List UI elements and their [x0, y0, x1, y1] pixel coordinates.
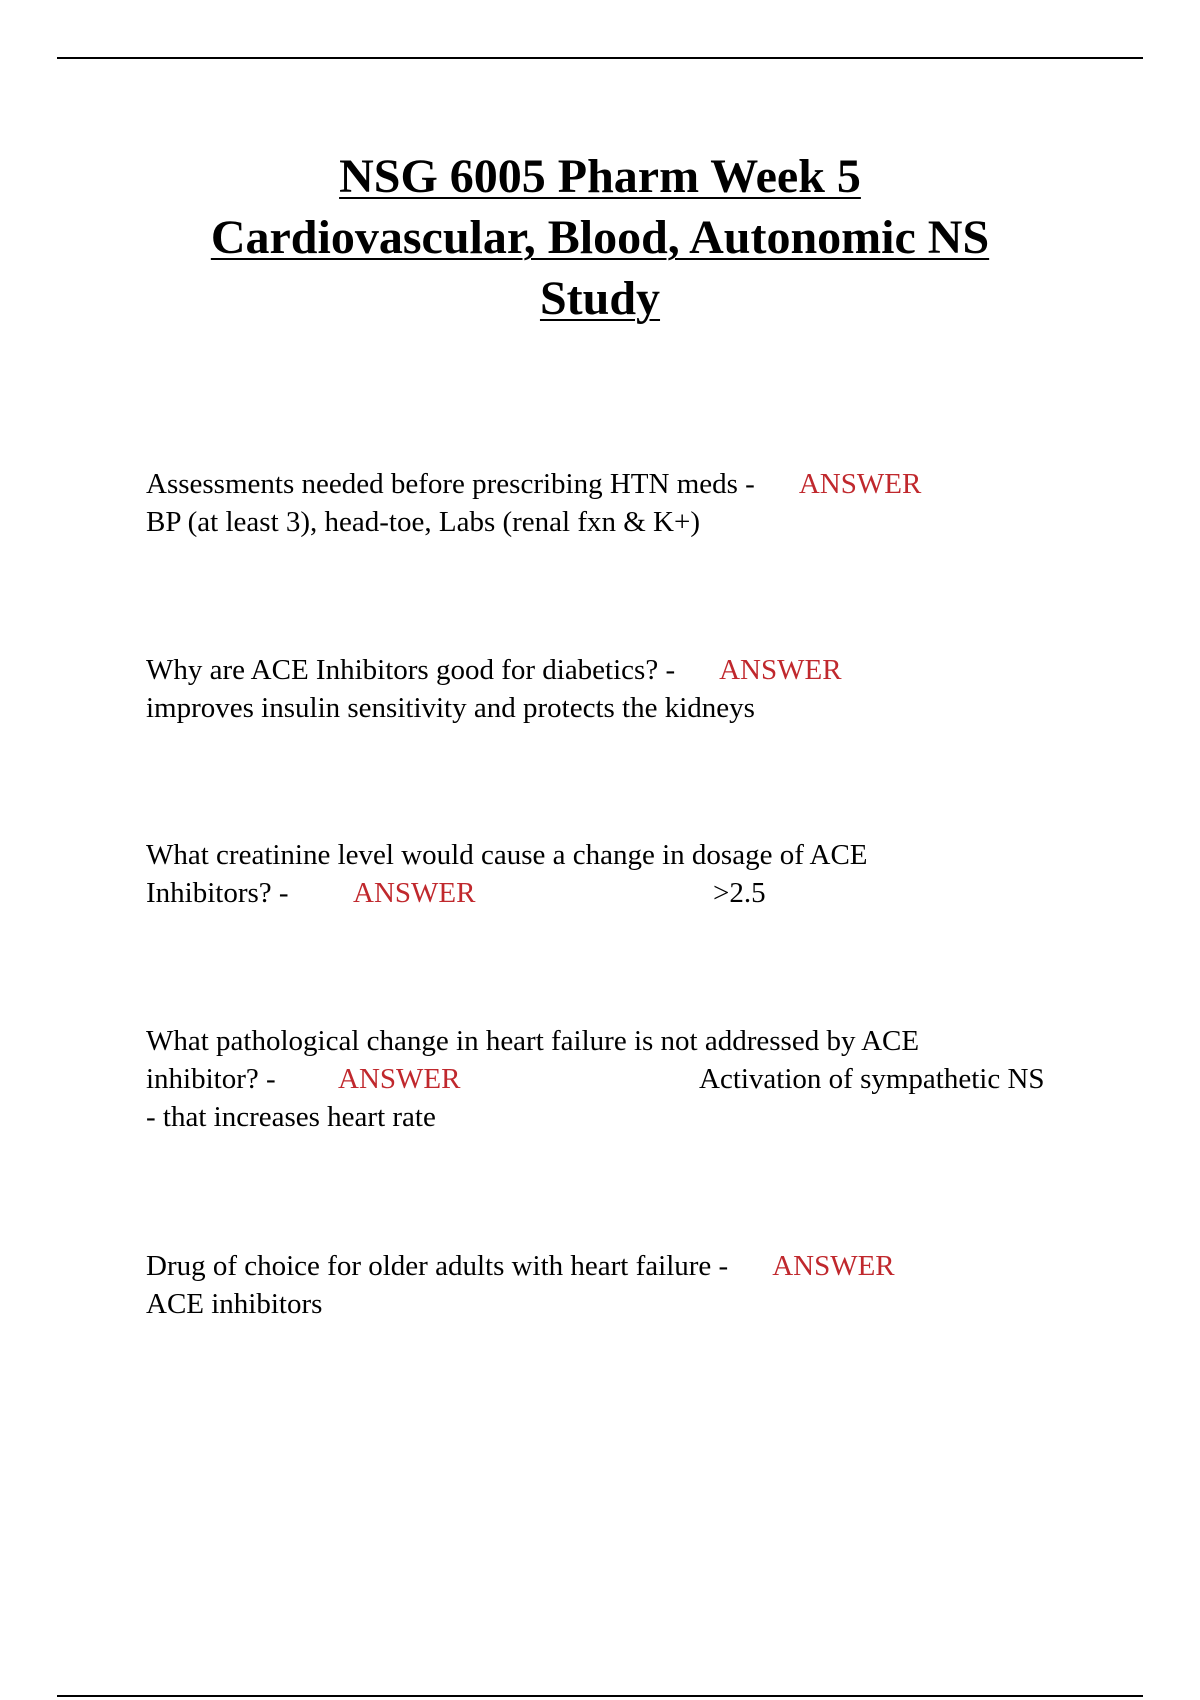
document-title [100, 146, 1100, 329]
qa-item-5-question-line [146, 1247, 1106, 1285]
title-line-3: Study [539, 272, 661, 325]
qa-item-4-question-line-1: What pathological change in heart failure is not addressed by ACE [146, 1025, 920, 1057]
qa-item-4-question-line-2 [146, 1060, 1106, 1098]
bottom-rule [57, 1695, 1143, 1697]
qa-item-3-question-line-2 [146, 874, 1106, 912]
top-rule [57, 57, 1143, 59]
qa-item-5-answer: ACE inhibitors [146, 1288, 323, 1320]
qa-item-1-question: Assessments needed before prescribing HTN meds - [146, 468, 755, 500]
qa-item-2-answer-label: ANSWER [719, 654, 842, 686]
qa-item-1-answer-label: ANSWER [798, 468, 922, 500]
qa-item-2-question-line [146, 651, 1106, 689]
title-line-2: Cardiovascular, Blood, Autonomic NS [210, 211, 990, 264]
qa-item-1-question-line [146, 465, 1106, 503]
qa-item-3-answer-label: ANSWER [353, 877, 476, 909]
qa-item-1-answer: BP (at least 3), head-toe, Labs (renal fxn & K+) [146, 506, 701, 538]
qa-item-4-answer-part-1: Activation of sympathetic NS [699, 1063, 1045, 1095]
qa-item-4 [146, 1022, 1106, 1136]
qa-item-3-question-line-1: What creatinine level would cause a change in dosage of ACE [146, 839, 868, 871]
qa-item-4-answer-label: ANSWER [338, 1063, 461, 1095]
qa-item-2-answer: improves insulin sensitivity and protects the kidneys [146, 692, 755, 724]
qa-item-2-question: Why are ACE Inhibitors good for diabetics? - [146, 654, 676, 686]
qa-item-5-answer-label: ANSWER [772, 1250, 895, 1282]
qa-item-4-answer-part-2: - that increases heart rate [146, 1101, 436, 1133]
qa-item-3 [146, 836, 1106, 912]
qa-item-4-question: inhibitor? - [146, 1063, 276, 1095]
qa-item-3-question: Inhibitors? - [146, 877, 289, 909]
title-line-1: NSG 6005 Pharm Week 5 [339, 150, 861, 203]
qa-item-5 [146, 1247, 1106, 1323]
qa-item-1 [146, 465, 1106, 541]
qa-item-2 [146, 651, 1106, 727]
qa-item-3-answer: >2.5 [713, 877, 766, 909]
qa-item-5-question: Drug of choice for older adults with heart failure - [146, 1250, 729, 1282]
